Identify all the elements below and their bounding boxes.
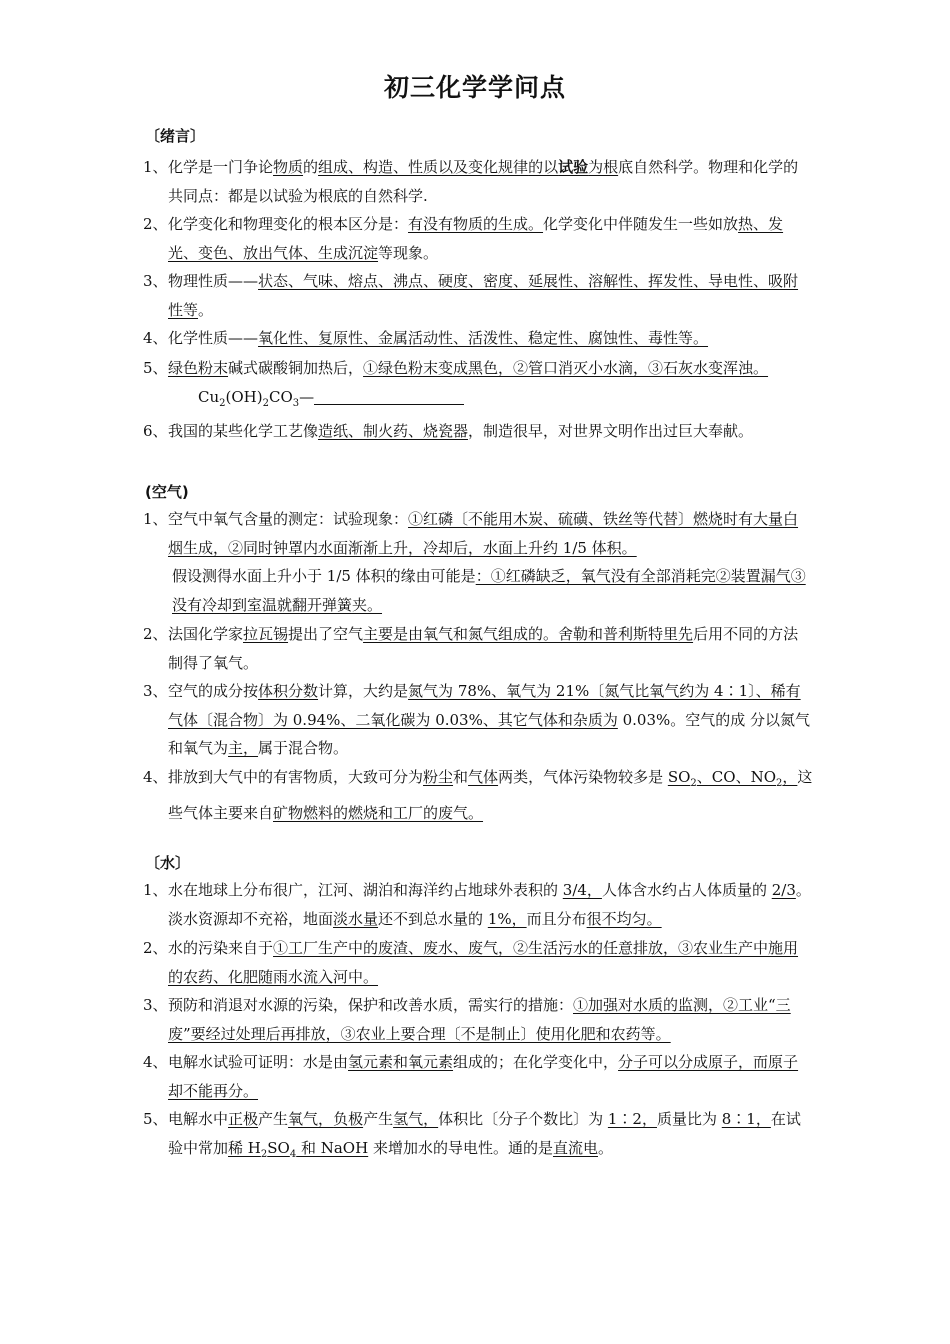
intro-item-4: 4、 化学性质——氧化性、复原性、金属活动性、活泼性、稳定性、腐蚀性、毒性等。 bbox=[143, 329, 709, 347]
water-item-5: 5、 电解水中正极产生氧气，负极产生氢气，体积比〔分子个数比〕为 1∶2，质量比为 8∶1，在试验中常加稀 $H_2SO_4$ 和 NaOH 来增加水的导电性。通的是直流电。 bbox=[143, 1110, 801, 1160]
air-item-1: 1、 空气中氧气含量的测定：试验现象：①红磷〔不能用木炭、硫磺、铁丝等代替〕燃烧时有大量白烟生成，②同时钟罩内水面渐渐上升，冷却后，水面上升约 1/5 体积。 假设测得水面上升小于 1/5 体积的缘由可能是：①红磷缺乏，氧气没有全部消耗完②装置漏气③没有冷却到室温就翻开弹簧夹。 bbox=[143, 510, 806, 615]
formula-cu2oh2co3: $Cu_2(OH)_2CO_3—$ bbox=[198, 388, 464, 406]
air-item-3: 3、 空气的成分按体积分数计算，大约是氮气为 78%、氧气为 21%〔氮气比氧气约为 4∶1〕、稀有气体〔混合物〕为 0.94%、二氧化碳为 0.03%、其它气体和杂质为 0.03%。空气的成 分以氮气和氧气为主，属于混合物。 bbox=[143, 682, 811, 758]
intro-item-6: 6、 我国的某些化学工艺像造纸、制火药、烧瓷器，制造很早，对世界文明作出过巨大奉献。 bbox=[143, 422, 754, 440]
air-item-2: 2、 法国化学家拉瓦锡提出了空气主要是由氧气和氮气组成的。舍勒和普利斯特里先后用不同的方法制得了氧气。 bbox=[143, 625, 799, 672]
section-header-air: (空气) bbox=[145, 483, 189, 501]
intro-item-3: 3、 物理性质——状态、气味、熔点、沸点、硬度、密度、延展性、溶解性、挥发性、导电性、吸附性等。 bbox=[143, 272, 799, 319]
intro-item-1: 1、 化学是一门争论物质的组成、构造、性质以及变化规律的以试验为根底自然科学。物理和化学的共同点：都是以试验为根底的自然科学. bbox=[143, 158, 799, 205]
air-item-4: 4、 排放到大气中的有害物质，大致可分为粉尘和气体两类，气体污染物较多是 $SO_2$、CO、$NO_2$，这些气体主要来自矿物燃料的燃烧和工厂的废气。 bbox=[143, 768, 813, 822]
intro-item-5: 5、 绿色粉末碱式碳酸铜加热后，①绿色粉末变成黑色，②管口消灭小水滴，③石灰水变浑浊。 $Cu_2(OH)_2CO_3—$ bbox=[143, 359, 769, 409]
section-header-water: 〔水〕 bbox=[145, 854, 191, 872]
water-item-3: 3、 预防和消退对水源的污染，保护和改善水质，需实行的措施：①加强对水质的监测，②工业“三废”要经过处理后再排放，③农业上要合理〔不是制止〕使用化肥和农药等。 bbox=[143, 996, 791, 1043]
page-title: 初三化学学问点 bbox=[383, 73, 566, 102]
water-item-2: 2、 水的污染来自于①工厂生产中的废渣、废水、废气，②生活污水的任意排放，③农业生产中施用的农药、化肥随雨水流入河中。 bbox=[143, 939, 799, 986]
water-item-4: 4、 电解水试验可证明：水是由氢元素和氧元素组成的；在化学变化中，分子可以分成原子，而原子却不能再分。 bbox=[143, 1053, 799, 1100]
section-header-intro: 〔绪言〕 bbox=[145, 127, 206, 145]
intro-item-2: 2、 化学变化和物理变化的根本区分是：有没有物质的生成。化学变化中伴随发生一些如放热、发光、变色、放出气体、生成沉淀等现象。 bbox=[143, 215, 784, 262]
water-item-1: 1、 水在地球上分布很广，江河、湖泊和海洋约占地球外表积的 3/4，人体含水约占人体质量的 2/3。淡水资源却不充裕，地面淡水量还不到总水量的 1%，而且分布很不均匀。 bbox=[143, 881, 811, 928]
answer-blank bbox=[314, 390, 464, 405]
